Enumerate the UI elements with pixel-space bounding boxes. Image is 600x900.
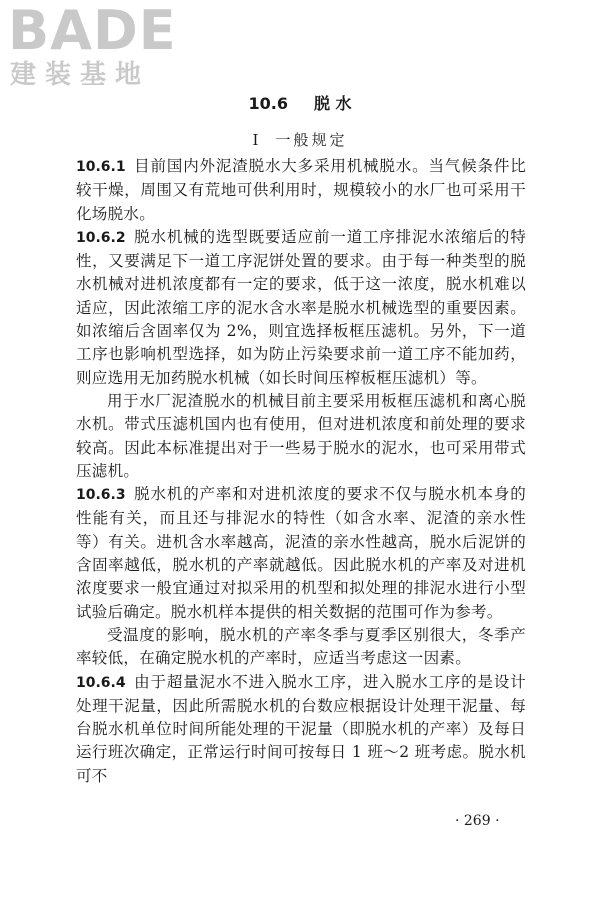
subsection-title bbox=[0, 130, 600, 150]
clause-number: 10.6.2 bbox=[76, 229, 126, 246]
clause-number: 10.6.3 bbox=[76, 487, 126, 504]
clause-text: 脱水机的产率和对进机浓度的要求不仅与脱水机本身的性能有关，而且还与排泥水的特性（如含水率、泥渣的亲水性等）有关。进机含水率越高，泥渣的亲水性越高，脱水后泥饼的含固率越低，脱水机的产率就越低。因此脱水机的产率及对进机浓度要求一般宜通过对拟采用的机型和拟处理的排泥水进行小型试验后确定。脱水机样本提供的相关数据的范围可作为参考。 bbox=[76, 485, 526, 621]
subsection-name: 一般规定 bbox=[275, 131, 348, 149]
clause-paragraph bbox=[76, 671, 526, 788]
section-number: 10.6 bbox=[248, 94, 288, 113]
paragraph-text: 用于水厂泥渣脱水的机械目前主要采用板框压滤机和离心脱水机。带式压滤机国内也有使用，但对进机浓度和前处理的要求较高。因此本标准提出对于一些易于脱水的泥水，也可采用带式压滤机。 bbox=[76, 391, 526, 480]
section-name: 脱 水 bbox=[313, 94, 352, 113]
section-title bbox=[0, 94, 600, 114]
clause-paragraph bbox=[76, 483, 526, 624]
clause-number: 10.6.1 bbox=[76, 159, 126, 175]
clause-paragraph bbox=[76, 226, 526, 390]
clause-paragraph bbox=[76, 155, 526, 226]
subsection-number: Ⅰ bbox=[252, 131, 262, 149]
body-paragraph bbox=[76, 624, 526, 671]
clause-text: 目前国内外泥渣脱水大多采用机械脱水。当气候条件比较干燥，周围又有荒地可供利用时，规模较小的水厂也可采用干化场脱水。 bbox=[76, 157, 526, 223]
document-body bbox=[76, 155, 526, 788]
logo-wordmark: BADE bbox=[8, 0, 177, 62]
clause-number: 10.6.4 bbox=[76, 674, 126, 691]
page-number: · 269 · bbox=[455, 813, 500, 829]
logo-subtitle: 建装基地 bbox=[10, 60, 151, 90]
paragraph-text: 受温度的影响，脱水机的产率冬季与夏季区别很大，冬季产率较低，在确定脱水机的产率时，应适当考虑这一因素。 bbox=[76, 625, 526, 668]
body-paragraph bbox=[76, 390, 526, 483]
bade-logo bbox=[8, 0, 178, 92]
clause-text: 由于超量泥水不进入脱水工序，进入脱水工序的是设计处理干泥量，因此所需脱水机的台数应根据设计处理干泥量、每台脱水机单位时间所能处理的干泥量（即脱水机的产率）及每日运行班次确定，正常运行时间可按每日 1 班～2 班考虑。脱水机可不 bbox=[76, 672, 526, 785]
clause-text: 脱水机械的选型既要适应前一道工序排泥水浓缩后的特性，又要满足下一道工序泥饼处置的要求。由于每一种类型的脱水机械对进机浓度都有一定的要求，低于这一浓度，脱水机难以适应，因此浓缩工序的泥水含水率是脱水机械选型的重要因素。如浓缩后含固率仅为 2%，则宜选择板框压滤机。另外，下一道工序也影响机型选择，如为防止污染要求前一道工序不能加药，则应选用无加药脱水机械（如长时间压榨板框压滤机）等。 bbox=[76, 227, 526, 387]
